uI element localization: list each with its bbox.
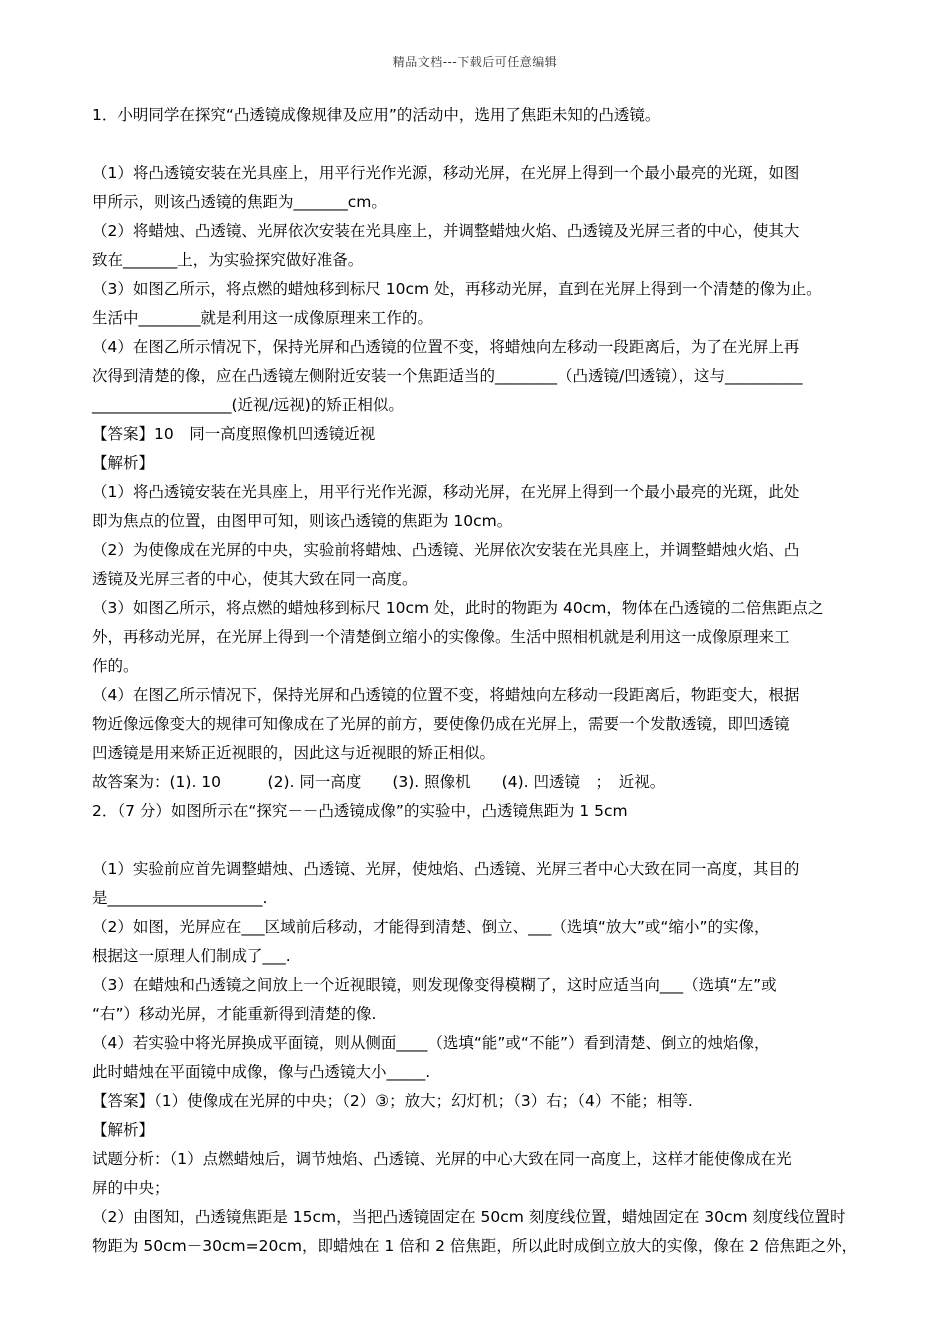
- text-line: （3）如图乙所示，将点燃的蜡烛移到标尺 10cm 处，再移动光屏，直到在光屏上得到一个清楚的像为止。: [92, 280, 822, 298]
- text-line: （1）将凸透镜安装在光具座上，用平行光作光源，移动光屏，在光屏上得到一个最小最亮的光斑，此处: [92, 483, 800, 501]
- text-line: 【答案】10 同一高度照像机凹透镜近视: [92, 425, 376, 443]
- text-line: 故答案为：(1). 10 (2). 同一高度 (3). 照像机 (4). 凹透镜 ； 近视。: [92, 773, 666, 791]
- blank-line: [92, 826, 872, 855]
- text-line: 此时蜡烛在平面镜中成像，像与凸透镜大小_____.: [92, 1063, 431, 1081]
- document-body: [92, 101, 872, 1261]
- text-line: 外，再移动光屏，在光屏上得到一个清楚倒立缩小的实像像。生活中照相机就是利用这一成像原理来工: [92, 628, 790, 646]
- text-line: （3）在蜡烛和凸透镜之间放上一个近视眼镜，则发现像变得模糊了，这时应适当向___（选填“左”或: [92, 976, 777, 994]
- text-line: 2．（7 分）如图所示在“探究－－凸透镜成像”的实验中，凸透镜焦距为 1 5cm: [92, 802, 628, 820]
- text-line: 【解析】: [92, 454, 155, 472]
- text-line: 【解析】: [92, 1121, 155, 1139]
- text-line: 致在_______上，为实验探究做好准备。: [92, 251, 364, 269]
- text-line: （2）由图知，凸透镜焦距是 15cm，当把凸透镜固定在 50cm 刻度线位置，蜡烛固定在 30cm 刻度线位置时: [92, 1208, 846, 1226]
- text-line: （4）若实验中将光屏换成平面镜，则从侧面____（选填“能”或“不能”）看到清楚、倒立的烛焰像，: [92, 1034, 770, 1052]
- text-line: （4）在图乙所示情况下，保持光屏和凸透镜的位置不变，将蜡烛向左移动一段距离后，物距变大，根据: [92, 686, 800, 704]
- text-line: __________________(近视/远视)的矫正相似。: [92, 396, 404, 414]
- text-line: 生活中________就是利用这一成像原理来工作的。: [92, 309, 434, 327]
- text-line: 试题分析：（1）点燃蜡烛后，调节烛焰、凸透镜、光屏的中心大致在同一高度上，这样才能使像成在光: [92, 1150, 792, 1168]
- text-line: （2）将蜡烛、凸透镜、光屏依次安装在光具座上，并调整蜡烛火焰、凸透镜及光屏三者的中心，使其大: [92, 222, 800, 240]
- text-line: 次得到清楚的像，应在凸透镜左侧附近安装一个焦距适当的________（凸透镜/凹透镜），这与__________: [92, 367, 803, 385]
- text-line: “右”）移动光屏，才能重新得到清楚的像.: [92, 1005, 377, 1023]
- text-line: （1）将凸透镜安装在光具座上，用平行光作光源，移动光屏，在光屏上得到一个最小最亮的光斑，如图: [92, 164, 800, 182]
- text-line: 根据这一原理人们制成了___.: [92, 947, 291, 965]
- text-line: 作的。: [92, 657, 139, 675]
- text-line: 【答案】（1）使像成在光屏的中央；（2）③；放大；幻灯机；（3）右；（4）不能；相等.: [92, 1092, 693, 1110]
- text-line: 透镜及光屏三者的中心，使其大致在同一高度。: [92, 570, 418, 588]
- blank-line: [92, 130, 872, 159]
- text-line: 甲所示，则该凸透镜的焦距为_______cm。: [92, 193, 387, 211]
- text-line: （2）如图，光屏应在___区域前后移动，才能得到清楚、倒立、___（选填“放大”或“缩小”的实像，: [92, 918, 770, 936]
- text-line: 物距为 50cm－30cm=20cm，即蜡烛在 1 倍和 2 倍焦距，所以此时成倒立放大的实像，像在 2 倍焦距之外，: [92, 1237, 858, 1255]
- text-line: （2）为使像成在光屏的中央，实验前将蜡烛、凸透镜、光屏依次安装在光具座上，并调整蜡烛火焰、凸: [92, 541, 800, 559]
- text-line: （4）在图乙所示情况下，保持光屏和凸透镜的位置不变，将蜡烛向左移动一段距离后，为了在光屏上再: [92, 338, 800, 356]
- text-line: 物近像远像变大的规律可知像成在了光屏的前方，要使像仍成在光屏上，需要一个发散透镜，即凹透镜: [92, 715, 790, 733]
- text-line: 1．小明同学在探究“凸透镜成像规律及应用”的活动中，选用了焦距未知的凸透镜。: [92, 106, 661, 124]
- text-line: （1）实验前应首先调整蜡烛、凸透镜、光屏，使烛焰、凸透镜、光屏三者中心大致在同一高度，其目的: [92, 860, 800, 878]
- text-line: 凹透镜是用来矫正近视眼的，因此这与近视眼的矫正相似。: [92, 744, 496, 762]
- text-line: 屏的中央；: [92, 1179, 170, 1197]
- text-line: 即为焦点的位置，由图甲可知，则该凸透镜的焦距为 10cm。: [92, 512, 513, 530]
- text-line: （3）如图乙所示，将点燃的蜡烛移到标尺 10cm 处，此时的物距为 40cm，物体在凸透镜的二倍焦距点之: [92, 599, 824, 617]
- page-header: 精品文档---下载后可任意编辑: [392, 55, 558, 69]
- text-line: 是____________________.: [92, 889, 268, 907]
